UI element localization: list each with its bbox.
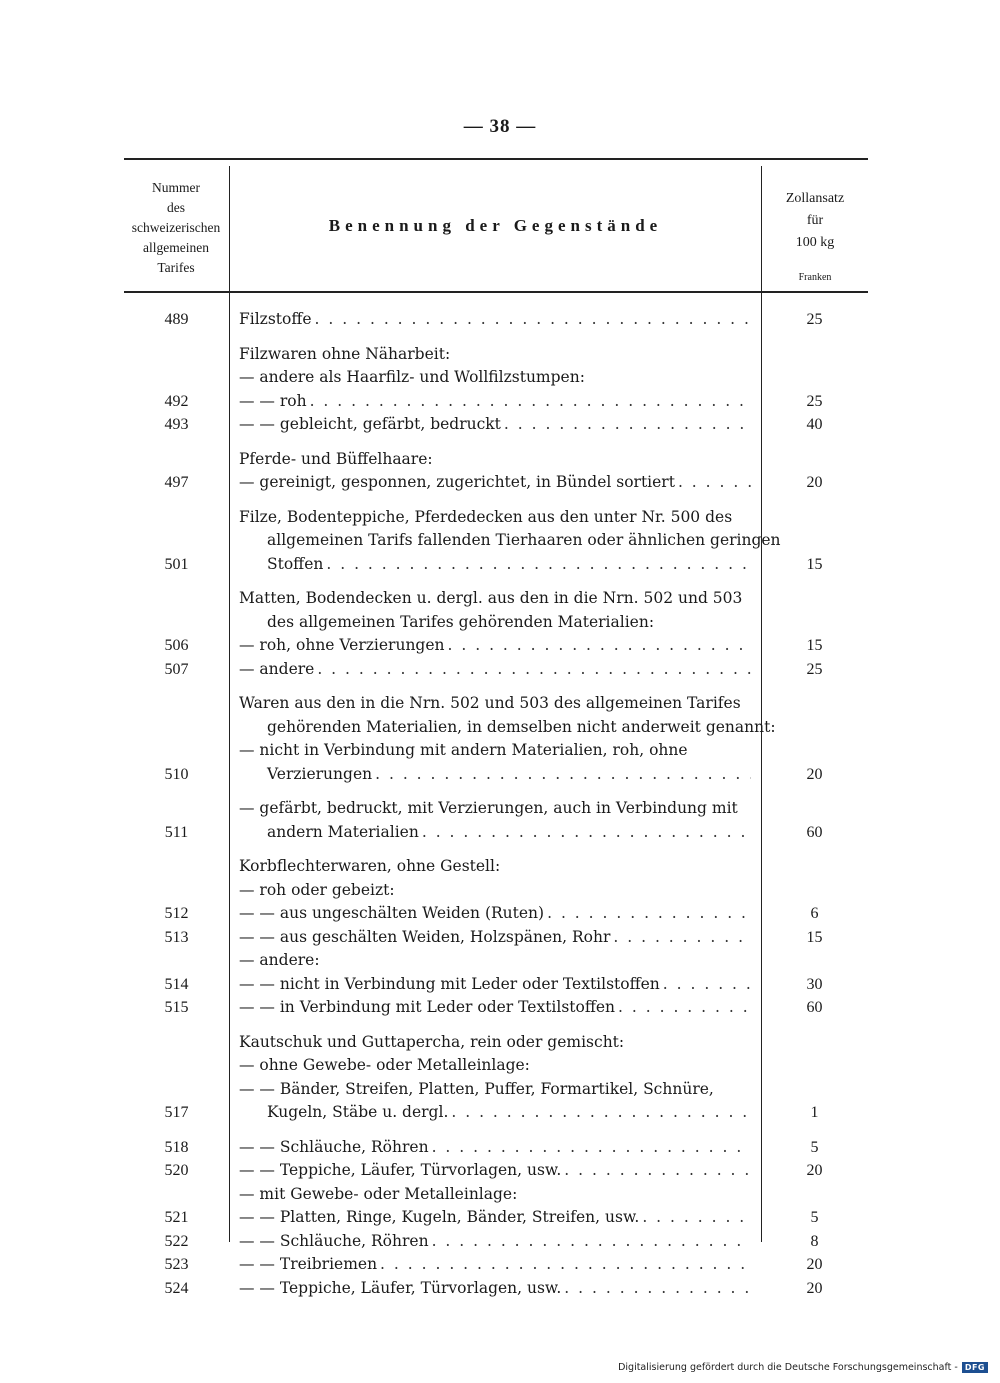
- duty-rate: 20: [806, 474, 823, 491]
- item-description: [229, 692, 776, 739]
- description-line: — gefärbt, bedruckt, mit Verzierungen, auch in Verbindung mit: [239, 799, 738, 817]
- table-row: [124, 634, 868, 658]
- item-description: [229, 343, 761, 367]
- tariff-number: 515: [164, 999, 189, 1016]
- item-description: [229, 634, 761, 658]
- table-row: [124, 973, 868, 997]
- description-line: gehörenden Materialien, in demselben nicht anderweit genannt:: [267, 717, 776, 736]
- item-description: [229, 1183, 761, 1207]
- duty-rate: 5: [810, 1209, 819, 1226]
- description-line: — andere: [239, 659, 315, 678]
- dot-leader: [451, 1101, 751, 1125]
- page-number: — 38 —: [463, 116, 537, 137]
- dot-leader: [326, 553, 751, 577]
- description-line: Waren aus den in die Nrn. 502 und 503 des allgemeinen Tarifes: [239, 694, 741, 712]
- duty-rate: 15: [806, 637, 823, 654]
- item-description: [229, 1078, 761, 1125]
- duty-rate: 8: [810, 1232, 819, 1250]
- dot-leader: [375, 763, 751, 787]
- description-line: — — Teppiche, Läufer, Türvorlagen, usw.: [239, 1278, 562, 1297]
- item-description: [229, 1136, 761, 1160]
- table-row: [124, 366, 868, 390]
- duty-rate: 15: [806, 928, 823, 946]
- description-line: Verzierungen: [267, 764, 373, 783]
- description-line: — gereinigt, gesponnen, zugerichtet, in Bündel sortiert: [239, 473, 675, 491]
- tariff-number: 521: [164, 1209, 189, 1226]
- description-line: — nicht in Verbindung mit andern Materialien, roh, ohne: [239, 741, 688, 759]
- item-description: [229, 308, 761, 332]
- dot-leader: [432, 1230, 751, 1254]
- dot-leader: [422, 821, 751, 845]
- duty-rate: 1: [810, 1104, 819, 1121]
- description-line: — — Bänder, Streifen, Platten, Puffer, Formartikel, Schnüre,: [239, 1079, 714, 1098]
- description-line: — ohne Gewebe- oder Metalleinlage:: [239, 1056, 530, 1074]
- table-row: [124, 996, 868, 1020]
- description-line: — — Schläuche, Röhren: [239, 1231, 429, 1250]
- item-description: [229, 879, 761, 903]
- tariff-number: 501: [164, 555, 189, 573]
- dot-leader: [663, 973, 751, 997]
- header-duty-column: Zollansatz für 100 kg: [785, 191, 845, 250]
- table-row: [124, 926, 868, 950]
- table-row: [124, 692, 868, 739]
- header-title: Benennung der Gegenstände: [328, 216, 663, 235]
- tariff-number: 492: [164, 392, 189, 410]
- table-row: [124, 506, 868, 577]
- dot-leader: [564, 1159, 751, 1183]
- table-row: [124, 1078, 868, 1125]
- duty-rate: 5: [810, 1138, 819, 1156]
- description-line: Stoffen: [267, 554, 324, 573]
- item-description: [229, 1031, 761, 1055]
- header-currency: Franken: [798, 272, 832, 283]
- table-row: [124, 1183, 868, 1207]
- tariff-number: 497: [164, 474, 189, 491]
- item-description: [229, 1253, 761, 1277]
- dot-leader: [547, 902, 751, 926]
- item-description: [229, 1054, 761, 1078]
- description-line: andern Materialien: [267, 822, 419, 841]
- description-line: — roh oder gebeizt:: [239, 880, 395, 899]
- description-line: des allgemeinen Tarifes gehörenden Materialien:: [267, 612, 655, 631]
- tariff-number: 489: [164, 311, 189, 328]
- tariff-number: 522: [164, 1232, 189, 1250]
- table-row: [124, 1159, 868, 1183]
- tariff-number: 507: [164, 660, 189, 678]
- item-description: [229, 949, 761, 973]
- dfg-logo: DFG: [962, 1362, 988, 1373]
- description-line: — andere:: [239, 951, 320, 969]
- table-row: [124, 658, 868, 682]
- header-bottom-rule: [124, 291, 868, 293]
- dot-leader: [504, 413, 751, 437]
- dot-leader: [618, 996, 751, 1020]
- table-row: [124, 308, 868, 332]
- item-description: [229, 506, 781, 577]
- table-row: [124, 1031, 868, 1055]
- table-row: [124, 739, 868, 786]
- table-row: [124, 587, 868, 634]
- table-row: [124, 1253, 868, 1277]
- table-row: [124, 390, 868, 414]
- dot-leader: [432, 1136, 751, 1160]
- duty-rate: 25: [806, 392, 823, 410]
- tariff-number: 524: [164, 1279, 189, 1297]
- item-description: [229, 973, 761, 997]
- dot-leader: [642, 1206, 751, 1230]
- table-row: [124, 902, 868, 926]
- description-line: Matten, Bodendecken u. dergl. aus den in die Nrn. 502 und 503: [239, 589, 743, 607]
- table-row: [124, 797, 868, 844]
- description-line: Korbflechterwaren, ohne Gestell:: [239, 857, 501, 875]
- item-description: [229, 1159, 761, 1183]
- description-line: Kautschuk und Guttapercha, rein oder gemischt:: [239, 1032, 625, 1051]
- tariff-number: 506: [164, 637, 189, 654]
- item-description: [229, 996, 761, 1020]
- description-line: — — Platten, Ringe, Kugeln, Bänder, Streifen, usw.: [239, 1208, 640, 1226]
- table-row: [124, 1277, 868, 1301]
- description-line: — mit Gewebe- oder Metalleinlage:: [239, 1184, 518, 1203]
- duty-rate: 30: [806, 975, 823, 993]
- duty-rate: 20: [806, 765, 823, 783]
- tariff-number: 517: [164, 1104, 189, 1121]
- table-row: [124, 413, 868, 437]
- item-description: [229, 855, 761, 879]
- description-line: — — aus geschälten Weiden, Holzspänen, Rohr: [239, 927, 611, 946]
- item-description: [229, 1277, 761, 1301]
- dot-leader: [678, 471, 751, 495]
- tariff-number: 523: [164, 1256, 189, 1273]
- table-body: [124, 308, 868, 1300]
- item-description: [229, 739, 761, 786]
- description-line: allgemeinen Tarifs fallenden Tierhaaren oder ähnlichen geringen: [267, 531, 781, 549]
- table-row: [124, 448, 868, 472]
- table-row: [124, 855, 868, 879]
- item-description: [229, 366, 761, 390]
- table-top-rule: [124, 158, 868, 160]
- description-line: Pferde- und Büffelhaare:: [239, 449, 433, 468]
- duty-rate: 20: [806, 1162, 823, 1179]
- duty-rate: 20: [806, 1256, 823, 1273]
- item-description: [229, 587, 761, 634]
- description-line: Filzwaren ohne Näharbeit:: [239, 344, 451, 363]
- duty-rate: 25: [806, 311, 823, 328]
- dot-leader: [564, 1277, 751, 1301]
- duty-rate: 20: [806, 1279, 823, 1297]
- tariff-number: 520: [164, 1162, 189, 1179]
- table-row: [124, 471, 868, 495]
- description-line: — — nicht in Verbindung mit Leder oder Textilstoffen: [239, 974, 660, 993]
- description-line: — — Teppiche, Läufer, Türvorlagen, usw.: [239, 1161, 562, 1179]
- item-description: [229, 448, 761, 472]
- item-description: [229, 413, 761, 437]
- tariff-number: 514: [164, 975, 189, 993]
- item-description: [229, 902, 761, 926]
- item-description: [229, 797, 761, 844]
- tariff-number: 513: [164, 928, 189, 946]
- item-description: [229, 926, 761, 950]
- item-description: [229, 658, 761, 682]
- dot-leader: [315, 308, 751, 332]
- table-row: [124, 1136, 868, 1160]
- dot-leader: [613, 926, 751, 950]
- tariff-number: 493: [164, 416, 189, 433]
- description-line: — — Treibriemen: [239, 1255, 378, 1273]
- item-description: [229, 471, 761, 495]
- footer: [618, 1362, 988, 1373]
- table-row: [124, 879, 868, 903]
- table-row: [124, 949, 868, 973]
- table-row: [124, 343, 868, 367]
- duty-rate: 40: [806, 416, 823, 433]
- tariff-number: 510: [164, 765, 189, 783]
- table-row: [124, 1230, 868, 1254]
- item-description: [229, 1206, 761, 1230]
- description-line: — — Schläuche, Röhren: [239, 1137, 429, 1156]
- duty-rate: 60: [806, 823, 823, 841]
- item-description: [229, 1230, 761, 1254]
- tariff-number: 512: [164, 905, 189, 922]
- duty-rate: 15: [806, 555, 823, 573]
- description-line: — — aus ungeschälten Weiden (Ruten): [239, 904, 545, 922]
- header-number-column: Nummer des schweizerischen allgemeinen Tarifes: [131, 180, 221, 275]
- footer-text: Digitalisierung gefördert durch die Deutsche Forschungsgemeinschaft -: [618, 1362, 958, 1373]
- table-row: [124, 1054, 868, 1078]
- tariff-number: 511: [164, 823, 189, 841]
- tariff-table: [124, 158, 868, 1297]
- dot-leader: [310, 390, 751, 414]
- description-line: Kugeln, Stäbe u. dergl.: [267, 1103, 449, 1121]
- description-line: Filzstoffe: [239, 310, 312, 328]
- description-line: — — roh: [239, 391, 307, 410]
- dot-leader: [317, 658, 751, 682]
- table-row: [124, 1206, 868, 1230]
- dot-leader: [448, 634, 751, 658]
- description-line: — roh, ohne Verzierungen: [239, 636, 445, 654]
- item-description: [229, 390, 761, 414]
- tariff-number: 518: [164, 1138, 189, 1156]
- duty-rate: 60: [806, 999, 823, 1016]
- description-line: — — gebleicht, gefärbt, bedruckt: [239, 415, 501, 433]
- description-line: — andere als Haarfilz- und Wollfilzstumpen:: [239, 368, 585, 386]
- duty-rate: 25: [806, 660, 823, 678]
- duty-rate: 6: [810, 905, 819, 922]
- description-line: Filze, Bodenteppiche, Pferdedecken aus den unter Nr. 500 des: [239, 507, 733, 526]
- dot-leader: [380, 1253, 751, 1277]
- description-line: — — in Verbindung mit Leder oder Textilstoffen: [239, 998, 616, 1016]
